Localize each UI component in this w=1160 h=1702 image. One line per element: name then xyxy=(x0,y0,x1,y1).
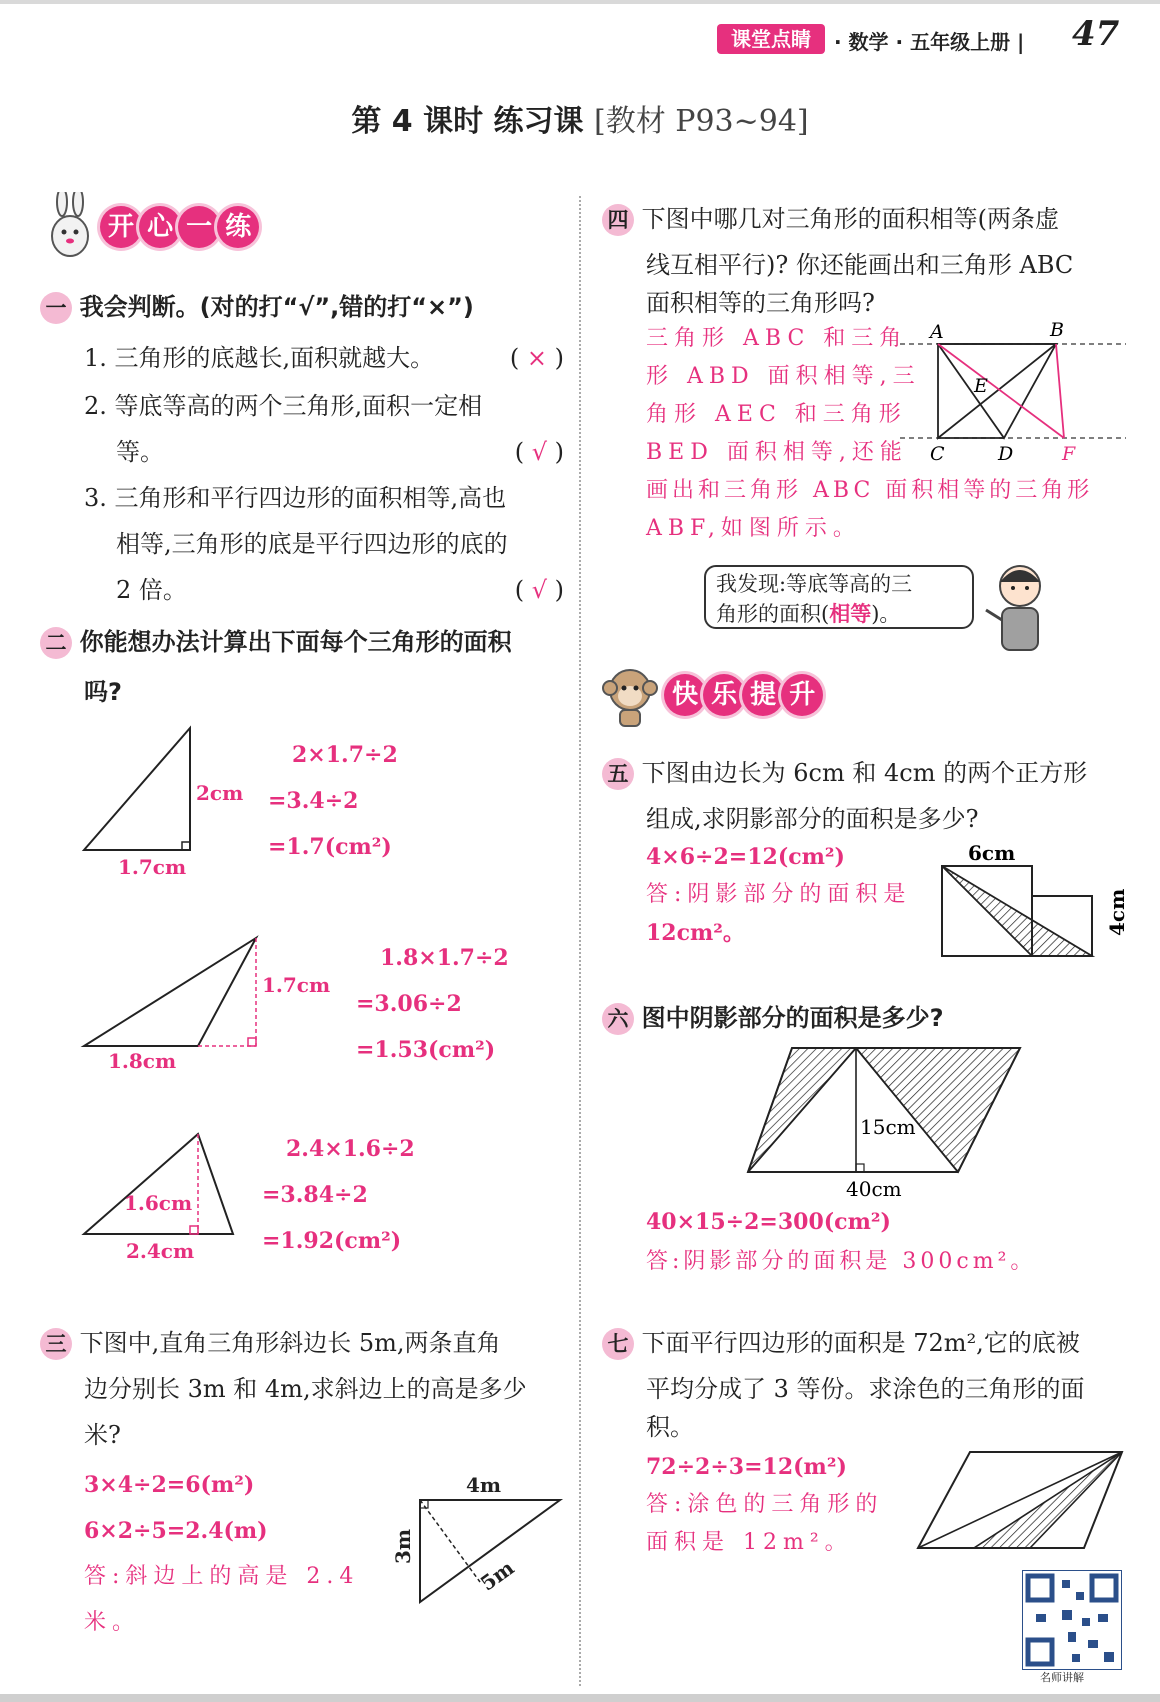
item-text: 1. 三角形的底越长,面积就越大。 xyxy=(84,344,435,372)
rabbit-mascot-icon xyxy=(40,192,102,262)
section-char: 提 xyxy=(742,674,784,716)
monkey-mascot-icon xyxy=(600,660,662,730)
textbook-reference: [教材 P93~94] xyxy=(594,104,809,139)
section-char: 一 xyxy=(178,206,220,248)
bottom-border xyxy=(0,1694,1160,1702)
height-label: 2cm xyxy=(196,781,244,805)
solution-step: 2×1.7÷2 xyxy=(292,742,398,768)
answer-text: ABF,如图所示。 xyxy=(646,516,861,541)
lesson-title xyxy=(0,96,1160,140)
item-text: 2. 等底等高的两个三角形,面积一定相 xyxy=(84,392,483,420)
solution-step: 2.4×1.6÷2 xyxy=(286,1136,415,1162)
section-char: 心 xyxy=(139,206,181,248)
qr-label: 名师讲解 xyxy=(1040,1671,1084,1684)
answer-text: 画出和三角形 ABC 面积相等的三角形 xyxy=(646,478,1094,503)
solution-step: =3.84÷2 xyxy=(262,1182,368,1208)
question-text: 边分别长 3m 和 4m,求斜边上的高是多少 xyxy=(84,1375,527,1403)
item-text: 相等,三角形的底是平行四边形的底的 xyxy=(116,530,508,558)
side-label-c: 5m xyxy=(475,1555,519,1596)
right-angle-mark xyxy=(248,1038,256,1046)
point-label: D xyxy=(998,443,1014,464)
answer-text: 答:涂色的三角形的 xyxy=(646,1492,884,1517)
right-angle-mark xyxy=(182,842,190,850)
shaded-triangle xyxy=(942,866,1092,956)
shaded-triangle xyxy=(974,1452,1122,1548)
question-2 xyxy=(40,620,570,714)
solution-step: 40×15÷2=300(cm²) xyxy=(646,1209,891,1235)
section-char: 开 xyxy=(100,206,142,248)
answer-mark: × xyxy=(526,344,547,372)
solution-step: =3.06÷2 xyxy=(356,991,462,1017)
solution-step: =1.53(cm²) xyxy=(356,1037,496,1063)
lesson-title-text: 第 4 课时 练习课 xyxy=(351,104,584,139)
side-label-b: 3m xyxy=(391,1528,415,1564)
answer-text: 答:斜边上的高是 2.4 xyxy=(84,1564,360,1589)
question-7 xyxy=(602,1320,1122,1442)
question-text: 下面平行四边形的面积是 72m²,它的底被 xyxy=(641,1329,1080,1357)
point-label: B xyxy=(1050,319,1064,341)
parallel-lines-figure xyxy=(900,318,1126,464)
qr-code-icon[interactable] xyxy=(1022,1570,1122,1670)
right-triangle-figure xyxy=(390,1470,570,1610)
answer-text: 12cm²。 xyxy=(646,920,745,946)
bubble-answer: 相等 xyxy=(829,601,872,626)
answer-text: 面积是 12m²。 xyxy=(646,1530,853,1555)
side-label: 4cm xyxy=(1105,888,1129,936)
question-4 xyxy=(602,196,1122,318)
base-label: 1.7cm xyxy=(118,855,187,879)
bubble-text: 角形的面积( xyxy=(716,602,830,626)
solution-step: =1.92(cm²) xyxy=(262,1228,402,1254)
q3-solution xyxy=(84,1462,359,1646)
answer-text: BED 面积相等,还能 xyxy=(646,440,908,465)
point-label: E xyxy=(974,375,988,397)
height-label: 15cm xyxy=(860,1115,916,1139)
answer-mark: √ xyxy=(531,438,547,466)
boy-mascot-icon xyxy=(982,560,1062,656)
top-border xyxy=(0,0,1160,4)
question-text: 下图中,直角三角形斜边长 5m,两条直角 xyxy=(79,1329,501,1357)
q5-solution xyxy=(646,838,911,952)
question-1 xyxy=(40,285,570,329)
parallelogram-figure xyxy=(744,1044,1024,1204)
bubble-text: )。 xyxy=(871,602,901,626)
base-label: 40cm xyxy=(846,1177,902,1201)
segment-bf xyxy=(1056,344,1064,438)
two-squares-figure xyxy=(930,836,1130,966)
question-5 xyxy=(602,750,1122,842)
page-number: 47 xyxy=(1072,14,1120,54)
triangle-3-solution xyxy=(262,1126,415,1264)
question-prompt: 我会判断。(对的打“√”,错的打“×”) xyxy=(79,293,474,321)
triangle-shape xyxy=(84,938,256,1046)
section-char: 快 xyxy=(664,674,706,716)
question-text: 线互相平行)? 你还能画出和三角形 ABC xyxy=(646,251,1074,279)
question-number: 七 xyxy=(602,1328,634,1360)
question-prompt: 吗? xyxy=(84,678,122,706)
solution-step: 6×2÷5=2.4(m) xyxy=(84,1518,268,1544)
question-number: 四 xyxy=(602,204,634,236)
triangle-2-solution xyxy=(356,935,509,1073)
q1-item-2: 2. 等底等高的两个三角形,面积一定相 等。 ( √ ) xyxy=(84,383,564,475)
question-text: 下图中哪几对三角形的面积相等(两条虚 xyxy=(641,205,1060,233)
brand-badge: 课堂点睛 xyxy=(717,24,825,54)
question-number: 二 xyxy=(40,627,72,659)
height-label: 1.7cm xyxy=(262,973,331,997)
question-text: 图中阴影部分的面积是多少? xyxy=(641,1004,944,1032)
top-label: 6cm xyxy=(968,841,1016,865)
column-divider xyxy=(579,196,581,1686)
answer-text: 米。 xyxy=(84,1610,141,1635)
triangle-2-figure xyxy=(78,930,348,1080)
item-text: 等。 xyxy=(116,438,164,466)
answer-mark: √ xyxy=(531,576,547,604)
triangle-3-figure xyxy=(78,1128,268,1268)
question-text: 米? xyxy=(84,1421,121,1449)
question-number: 五 xyxy=(602,758,634,790)
right-angle-mark xyxy=(856,1164,864,1172)
speech-bubble xyxy=(704,565,974,629)
question-text: 面积相等的三角形吗? xyxy=(646,289,875,317)
point-label: C xyxy=(930,443,945,464)
solution-step: 1.8×1.7÷2 xyxy=(380,945,509,971)
base-label: 2.4cm xyxy=(126,1239,195,1263)
q7-solution xyxy=(646,1448,883,1562)
height-label: 1.6cm xyxy=(124,1191,193,1215)
parallelogram-thirds-figure xyxy=(912,1448,1126,1552)
altitude-line xyxy=(420,1500,480,1582)
section-char: 乐 xyxy=(703,674,745,716)
answer-text: 形 ABD 面积相等,三 xyxy=(646,364,921,389)
solution-step: =3.4÷2 xyxy=(268,788,359,814)
q6-solution xyxy=(646,1202,1036,1282)
solution-step: =1.7(cm²) xyxy=(268,834,392,860)
question-3 xyxy=(40,1320,570,1458)
bubble-text: 我发现:等底等高的三 xyxy=(716,572,913,596)
side-label-a: 4m xyxy=(466,1473,502,1497)
question-text: 积。 xyxy=(646,1413,694,1441)
shaded-right-triangle xyxy=(856,1048,1020,1172)
right-angle-mark xyxy=(190,1226,198,1234)
base-label: 1.8cm xyxy=(108,1049,177,1073)
triangle-shape xyxy=(84,728,190,850)
question-text: 下图由边长为 6cm 和 4cm 的两个正方形 xyxy=(641,759,1088,787)
section-char: 练 xyxy=(217,206,259,248)
question-number: 三 xyxy=(40,1328,72,1360)
triangle-1-figure xyxy=(78,720,268,880)
triangle-1-solution xyxy=(268,732,398,870)
answer-text: 答:阴影部分的面积是 xyxy=(646,882,912,907)
solution-step: 72÷2÷3=12(m²) xyxy=(646,1454,847,1480)
question-number: 六 xyxy=(602,1003,634,1035)
answer-text: 三角形 ABC 和三角 xyxy=(646,326,908,351)
solution-step: 3×4÷2=6(m²) xyxy=(84,1472,255,1498)
book-subject: · 数学 · 五年级上册 | xyxy=(834,30,1025,54)
question-text: 组成,求阴影部分的面积是多少? xyxy=(646,805,979,833)
q1-item-1: 1. 三角形的底越长,面积就越大。 ( × ) xyxy=(84,344,564,372)
question-6 xyxy=(602,996,1122,1040)
question-number: 一 xyxy=(40,292,72,324)
question-prompt: 你能想办法计算出下面每个三角形的面积 xyxy=(79,628,512,656)
item-text: 3. 三角形和平行四边形的面积相等,高也 xyxy=(84,484,507,512)
triangle-shape xyxy=(84,1134,233,1234)
answer-text: 角形 AEC 和三角形 xyxy=(646,402,907,427)
point-label: F xyxy=(1062,443,1076,464)
item-text: 2 倍。 xyxy=(116,576,187,604)
q1-item-3: 3. 三角形和平行四边形的面积相等,高也 相等,三角形的底是平行四边形的底的 2 倍。 ( √ ) xyxy=(84,475,564,613)
question-text: 平均分成了 3 等份。求涂色的三角形的面 xyxy=(646,1375,1085,1403)
solution-step: 4×6÷2=12(cm²) xyxy=(646,844,845,870)
point-label: A xyxy=(930,321,944,343)
answer-text: 答:阴影部分的面积是 300cm²。 xyxy=(646,1249,1037,1274)
section-char: 升 xyxy=(781,674,823,716)
